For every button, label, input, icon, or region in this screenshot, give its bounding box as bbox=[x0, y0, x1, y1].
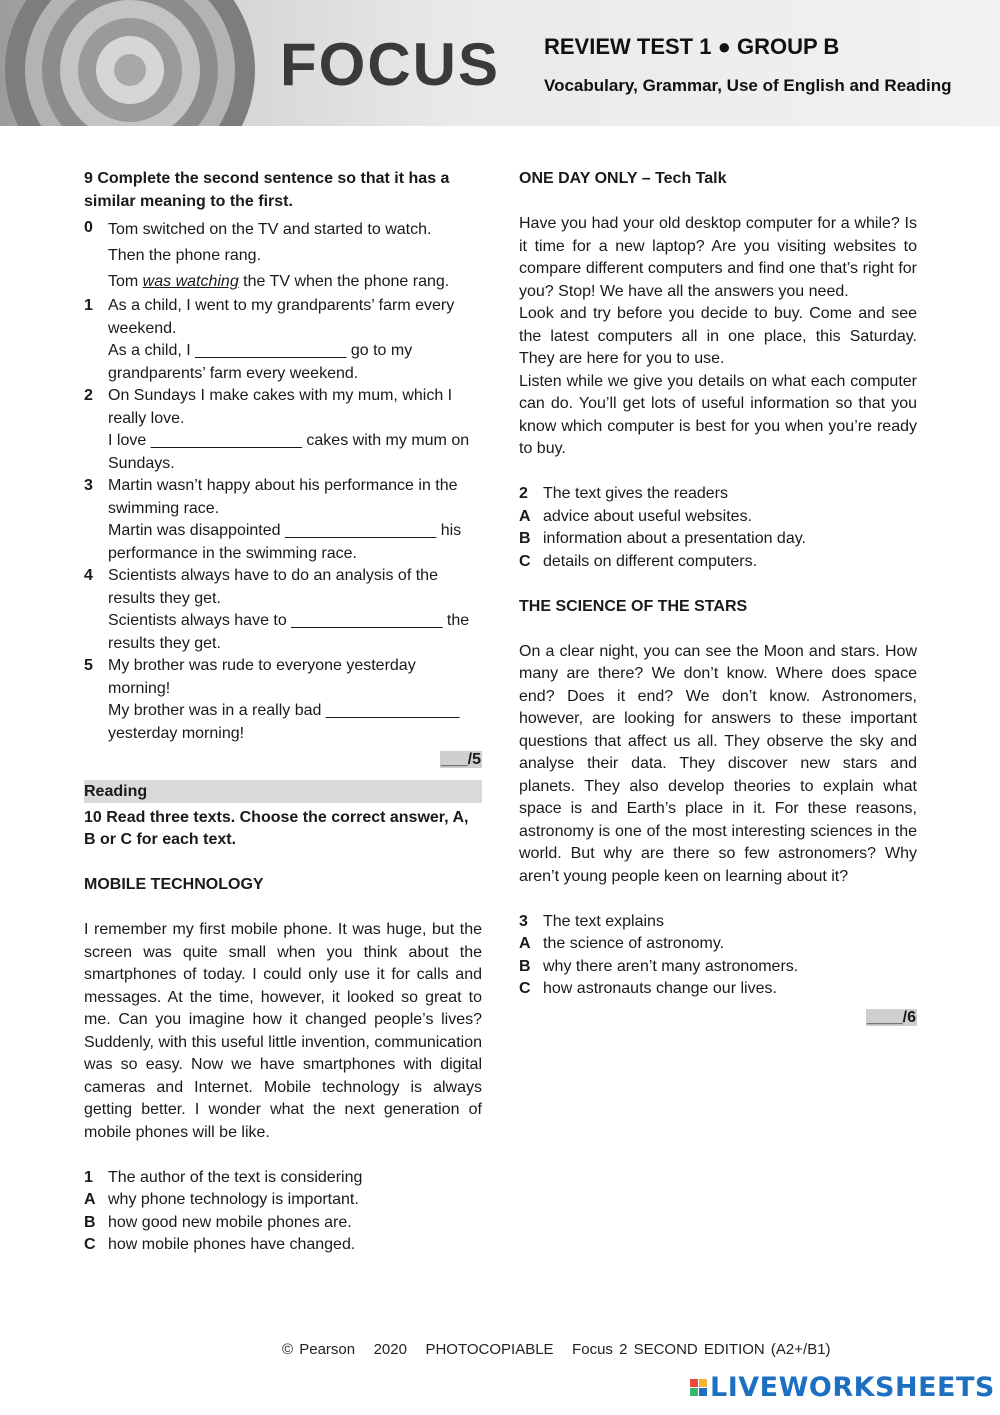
focus-logo: FOCUS bbox=[280, 31, 500, 98]
answer-option-a[interactable]: A advice about useful websites. bbox=[519, 507, 753, 525]
answer-sentence[interactable]: Martin was disappointed _________________ his performance in the swimming race. bbox=[108, 522, 462, 562]
decorative-disc-icon bbox=[0, 0, 280, 126]
text-paragraph: I remember my first mobile phone. It was huge, but the screen was quite small when you think about the smartphones of today. I could only use it for calls and messages. At the time, however, it looked so great to me. Can you imagine how it changed people’s lives? Suddenly, with this useful little invention, communication was so easy. Now we have smartphones with digital cameras and Internet. Mobile technology is always getting better. I wonder what the next generation of mobile phones will be like. bbox=[84, 921, 482, 1141]
page-title: REVIEW TEST 1 ● GROUP B bbox=[544, 34, 840, 59]
left-column bbox=[84, 168, 482, 1257]
answer-option-b[interactable]: B information about a presentation day. bbox=[519, 530, 806, 547]
page-header bbox=[0, 0, 1000, 126]
reading-section-header: Reading bbox=[84, 780, 482, 803]
first-sentence: Scientists always have to do an analysis of the results they get. bbox=[108, 567, 438, 607]
brand-text: LIVEWORKSHEETS bbox=[710, 1372, 995, 1403]
first-sentence: As a child, I went to my grandparents’ farm every weekend. bbox=[108, 297, 455, 337]
text-title: ONE DAY ONLY – Tech Talk bbox=[519, 170, 727, 187]
text-paragraph: Listen while we give you details on what each computer can do. You’ll get lots of useful information so that you know which computer is best for you when you’re ready to buy. bbox=[519, 372, 917, 457]
example-answer: Tom was watching the TV when the phone rang. bbox=[108, 273, 450, 290]
question: 3 The text explains bbox=[519, 912, 664, 930]
text-paragraph: Have you had your old desktop computer for a while? Is it time for a new laptop? Are you visiting websites to compare different computers and find one that’s right for you? Stop! We have all the answers you need. bbox=[519, 215, 917, 300]
list-item: 1 As a child, I went to my grandparents’ farm every weekend. As a child, I _________________ go to my grandparents’ farm every weekend. bbox=[84, 295, 482, 385]
answer-option-b[interactable]: B why there aren’t many astronomers. bbox=[519, 957, 799, 975]
example-first-sentence-cont: Then the phone rang. bbox=[108, 247, 262, 264]
answer-option-c[interactable]: C details on different computers. bbox=[519, 552, 758, 570]
example-first-sentence: Tom switched on the TV and started to watch. bbox=[108, 221, 432, 238]
right-column bbox=[519, 168, 917, 1029]
answer-option-c[interactable]: C how mobile phones have changed. bbox=[84, 1236, 356, 1253]
exercise-10-instruction: 10 Read three texts. Choose the correct answer, A, B or C for each text. bbox=[84, 808, 469, 848]
answer-option-a[interactable]: A why phone technology is important. bbox=[84, 1191, 359, 1208]
text-title: MOBILE TECHNOLOGY bbox=[84, 876, 264, 893]
text-paragraph: On a clear night, you can see the Moon and stars. How many are there? We don’t know. Where does space end? Does it end? We don’t know. Astronomers, however, are looking for answers to these important questions that affect us all. They observe the sky and analyse their data. They discover new stars and planets. They also develop theories to explain what space is and Earth’s place in it. For these reasons, astronomy is one of the most interesting sciences in the world. But why are there so few astronomers? Why aren’t young people keen on learning about it? bbox=[519, 642, 917, 885]
liveworksheets-brand[interactable] bbox=[690, 1372, 995, 1403]
answer-sentence[interactable]: As a child, I _________________ go to my grandparents’ farm every weekend. bbox=[108, 342, 413, 382]
first-sentence: On Sundays I make cakes with my mum, which I really love. bbox=[108, 387, 453, 427]
page-subtitle: Vocabulary, Grammar, Use of English and Reading bbox=[544, 76, 952, 95]
text-title: THE SCIENCE OF THE STARS bbox=[519, 597, 748, 615]
exercise-10-score: ____/6 bbox=[867, 1008, 916, 1026]
exercise-9-instruction: 9 Complete the second sentence so that it has a similar meaning to the first. bbox=[84, 170, 450, 210]
answer-option-c[interactable]: C how astronauts change our lives. bbox=[519, 980, 777, 997]
list-item: 3 Martin wasn’t happy about his performance in the swimming race. Martin was disappointed _________________ his performance in the swimming race. bbox=[84, 475, 482, 565]
list-item: 2 On Sundays I make cakes with my mum, which I really love. I love _________________ cakes with my mum on Sundays. bbox=[84, 385, 482, 475]
answer-sentence[interactable]: Scientists always have to _________________ the results they get. bbox=[108, 612, 470, 652]
text-paragraph: Look and try before you decide to buy. Come and see the latest computers all in one place, this Saturday. They are here for you to use. bbox=[519, 305, 917, 367]
first-sentence: Martin wasn’t happy about his performance in the swimming race. bbox=[108, 477, 458, 517]
answer-sentence[interactable]: I love _________________ cakes with my mum on Sundays. bbox=[108, 432, 470, 472]
item-number: 0 bbox=[84, 219, 93, 236]
liveworksheets-logo-icon bbox=[690, 1379, 707, 1396]
question: 2 The text gives the readers bbox=[519, 485, 728, 502]
answer-sentence[interactable]: My brother was in a really bad _______________ yesterday morning! bbox=[108, 702, 460, 742]
first-sentence: My brother was rude to everyone yesterday morning! bbox=[108, 657, 416, 697]
copyright-footer: © Pearson 2020 PHOTOCOPIABLE Focus 2 SECOND EDITION (A2+/B1) bbox=[282, 1341, 831, 1358]
question: 1 The author of the text is considering bbox=[84, 1168, 363, 1186]
answer-option-b[interactable]: B how good new mobile phones are. bbox=[84, 1213, 352, 1231]
list-item: 5 My brother was rude to everyone yesterday morning! My brother was in a really bad _______________ yesterday morning! bbox=[84, 655, 482, 745]
exercise-9-score: ___/5 bbox=[440, 751, 481, 768]
answer-option-a[interactable]: A the science of astronomy. bbox=[519, 935, 725, 952]
example-item bbox=[84, 217, 482, 295]
list-item: 4 Scientists always have to do an analysis of the results they get. Scientists always have to _________________ the results they get. bbox=[84, 565, 482, 655]
example-answer-key: was watching bbox=[142, 273, 239, 290]
